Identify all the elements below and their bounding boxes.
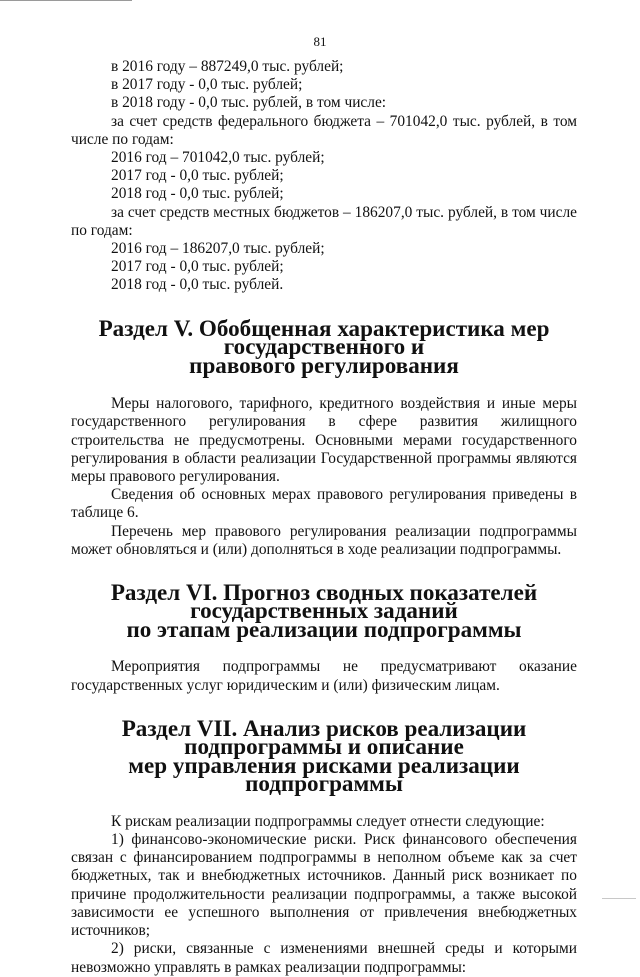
local-2017: 2017 год - 0,0 тыс. рублей;	[111, 258, 284, 276]
section-5-paragraph-3: Перечень мер правового регулирования реализации подпрограммы может обновляться и (или) дополняться в ходе реализации подпрограммы.	[71, 522, 577, 558]
federal-2016: 2016 год – 701042,0 тыс. рублей;	[111, 149, 325, 167]
federal-budget-intro: за счет средств федерального бюджета – 701042,0 тыс. рублей, в том числе по годам:	[71, 112, 577, 148]
section-6-heading: Раздел VI. Прогноз сводных показателей государственных заданий по этапам реализации подпрограммы	[110, 578, 538, 642]
funding-2016: в 2016 году – 887249,0 тыс. рублей;	[111, 58, 344, 75]
section-6-paragraph-1: Мероприятия подпрограммы не предусматривают оказание государственных услуг юридическим и (или) физическим лицам.	[71, 658, 577, 694]
document-body	[71, 58, 577, 977]
funding-2017: в 2017 году - 0,0 тыс. рублей;	[111, 76, 303, 94]
local-2018: 2018 год - 0,0 тыс. рублей.	[111, 276, 284, 294]
section-5-paragraph-2: Сведения об основных мерах правового регулирования приведены в таблице 6.	[71, 486, 577, 522]
section-7-paragraph-1: К рискам реализации подпрограммы следует отнести следующие:	[111, 812, 545, 830]
section-7-paragraph-3: 2) риски, связанные с изменениями внешней среды и которыми невозможно управлять в рамках реализации подпрограммы:	[71, 940, 577, 976]
local-2016: 2016 год – 186207,0 тыс. рублей;	[111, 240, 325, 258]
federal-2017: 2017 год - 0,0 тыс. рублей;	[111, 167, 284, 185]
local-budget-intro: за счет средств местных бюджетов – 186207,0 тыс. рублей, в том числе по годам:	[71, 203, 577, 239]
top-rule	[0, 0, 132, 1]
section-5-paragraph-1: Меры налогового, тарифного, кредитного воздействия и иные меры государственного регулирования в сфере развития жилищного строительства не предусмотрены. Основными мерами государственного регулирования в области реализации Государственной программы являются меры правового регулирования.	[71, 395, 577, 485]
section-5-heading: Раздел V. Обобщенная характеристика мер государственного и правового регулирования	[98, 314, 550, 378]
page-number: 81	[313, 34, 327, 49]
federal-2018: 2018 год - 0,0 тыс. рублей;	[111, 185, 284, 203]
section-7-paragraph-2: 1) финансово-экономические риски. Риск финансового обеспечения связан с финансированием подпрограммы в неполном объеме как за счет бюджетных, так и внебюджетных источников. Данный риск возникает по причине продолжительности реализации подпрограммы, а также высокой зависимости ее успешного выполнения от привлечения внебюджетных источников;	[71, 831, 577, 940]
corner-rule	[602, 898, 636, 899]
funding-2018: в 2018 году - 0,0 тыс. рублей, в том числе:	[111, 94, 387, 112]
section-7-heading: Раздел VII. Анализ рисков реализации подпрограммы и описание мер управления рисками реализации подпрограммы	[121, 714, 527, 797]
